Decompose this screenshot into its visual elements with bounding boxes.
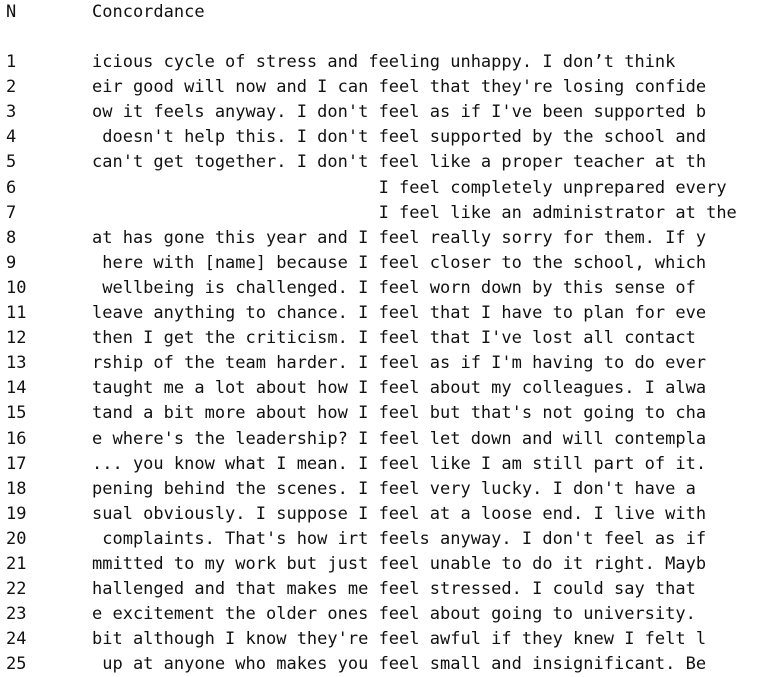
row-number: 20 <box>6 528 27 549</box>
row-number: 22 <box>6 579 27 600</box>
concordance-line: here with [name] because I feel closer to the school, which <box>92 252 707 273</box>
row-number: 7 <box>6 202 17 223</box>
table-row <box>0 602 765 627</box>
table-row <box>0 527 765 552</box>
row-number: 23 <box>6 604 27 625</box>
table-row <box>0 376 765 401</box>
row-number: 12 <box>6 328 27 349</box>
row-number: 14 <box>6 378 27 399</box>
concordance-line: eir good will now and I can feel that they're losing confide <box>92 77 707 98</box>
table-row <box>0 125 765 150</box>
table-row <box>0 276 765 301</box>
row-number: 16 <box>6 428 27 449</box>
concordance-line: bit although I know they're feel awful if they knew I felt l <box>92 629 707 650</box>
table-row <box>0 452 765 477</box>
concordance-column-header: Concordance <box>92 2 205 22</box>
concordance-line: rship of the team harder. I feel as if I'm having to do ever <box>92 353 707 374</box>
row-number: 6 <box>6 177 17 198</box>
row-number: 21 <box>6 553 27 574</box>
table-row <box>0 552 765 577</box>
concordance-line: at has gone this year and I feel really sorry for them. If y <box>92 227 707 248</box>
table-row <box>0 75 765 100</box>
row-number: 18 <box>6 478 27 499</box>
row-number: 13 <box>6 353 27 374</box>
concordance-line: icious cycle of stress and feeling unhappy. I don’t think <box>92 52 676 73</box>
header-spacer <box>0 25 765 50</box>
table-row <box>0 201 765 226</box>
concordance-line: doesn't help this. I don't feel supported by the school and <box>92 127 707 148</box>
table-row <box>0 401 765 426</box>
row-number: 19 <box>6 503 27 524</box>
concordance-line: e excitement the older ones feel about going to university. <box>92 604 696 625</box>
table-row <box>0 226 765 251</box>
concordance-line: ... you know what I mean. I feel like I am still part of it. <box>92 453 707 474</box>
table-row <box>0 652 765 677</box>
row-number: 3 <box>6 102 17 123</box>
table-row <box>0 351 765 376</box>
table-row <box>0 427 765 452</box>
table-row <box>0 627 765 652</box>
row-number: 17 <box>6 453 27 474</box>
row-number: 15 <box>6 403 27 424</box>
table-row <box>0 301 765 326</box>
table-row <box>0 150 765 175</box>
table-row <box>0 577 765 602</box>
row-number: 9 <box>6 252 17 273</box>
table-row <box>0 50 765 75</box>
concordance-line: sual obviously. I suppose I feel at a loose end. I live with <box>92 503 707 524</box>
concordance-line: then I get the criticism. I feel that I've lost all contact <box>92 328 696 349</box>
concordance-line: up at anyone who makes you feel small and insignificant. Be <box>92 654 707 675</box>
table-row <box>0 100 765 125</box>
concordance-line: leave anything to chance. I feel that I have to plan for eve <box>92 303 707 324</box>
table-row <box>0 251 765 276</box>
row-number: 25 <box>6 654 27 675</box>
concordance-line: mmitted to my work but just feel unable to do it right. Mayb <box>92 553 707 574</box>
row-number: 10 <box>6 277 27 298</box>
concordance-line: pening behind the scenes. I feel very lucky. I don't have a <box>92 478 696 499</box>
concordance-line: wellbeing is challenged. I feel worn down by this sense of <box>92 277 696 298</box>
table-row <box>0 502 765 527</box>
row-number: 2 <box>6 77 17 98</box>
table-row <box>0 477 765 502</box>
row-number: 4 <box>6 127 17 148</box>
row-number: 1 <box>6 52 17 73</box>
row-number: 11 <box>6 303 27 324</box>
concordance-line: taught me a lot about how I feel about my colleagues. I alwa <box>92 378 707 399</box>
concordance-line: e where's the leadership? I feel let down and will contempla <box>92 428 707 449</box>
concordance-line: ow it feels anyway. I don't feel as if I've been supported b <box>92 102 707 123</box>
concordance-line: can't get together. I don't feel like a proper teacher at th <box>92 152 707 173</box>
header-row <box>0 0 765 25</box>
concordance-line: hallenged and that makes me feel stressed. I could say that <box>92 579 696 600</box>
n-column-header: N <box>6 2 17 22</box>
row-number: 24 <box>6 629 27 650</box>
concordance-line: I feel like an administrator at the <box>92 202 737 223</box>
table-row <box>0 176 765 201</box>
row-number: 8 <box>6 227 17 248</box>
concordance-line: tand a bit more about how I feel but that's not going to cha <box>92 403 707 424</box>
row-number: 5 <box>6 152 17 173</box>
concordance-rows <box>0 50 765 677</box>
concordance-line: I feel completely unprepared every <box>92 177 727 198</box>
table-row <box>0 326 765 351</box>
concordance-line: complaints. That's how irt feels anyway. I don't feel as if <box>92 528 707 549</box>
